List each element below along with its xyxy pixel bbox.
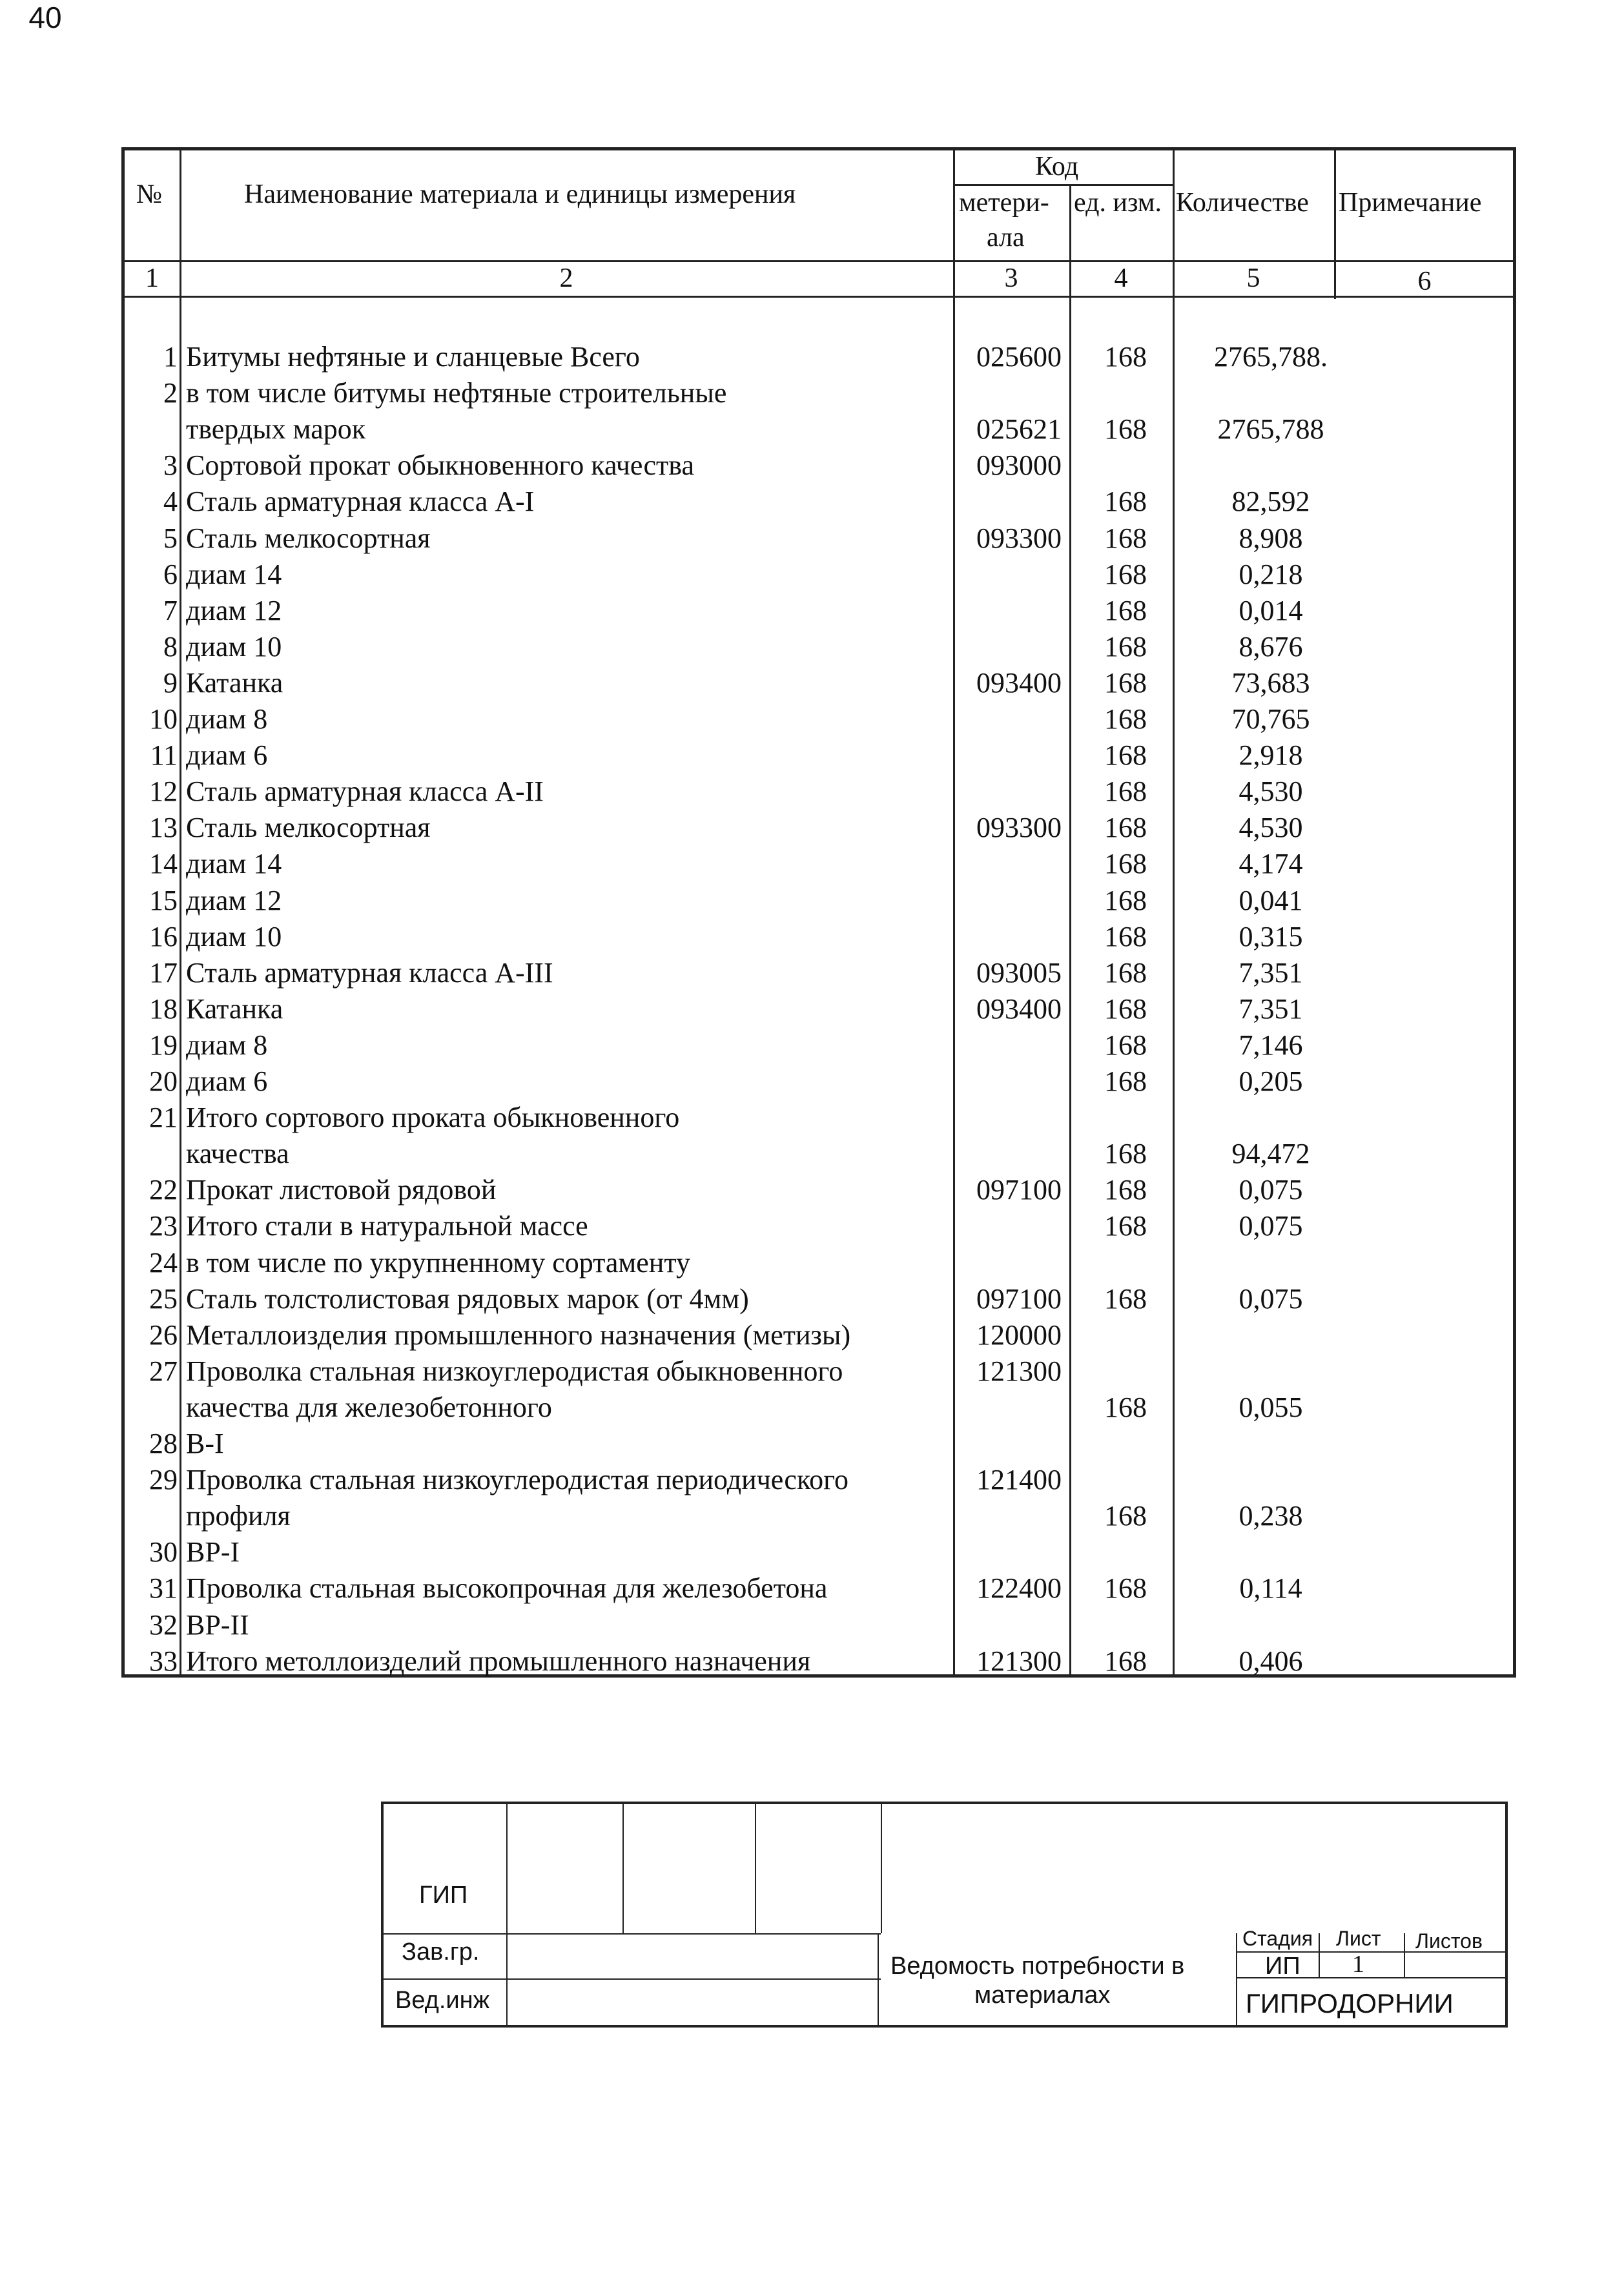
row-number: 19 bbox=[149, 1029, 178, 1061]
quantity: 7,351 bbox=[1239, 956, 1303, 989]
header-code-material-cont: ала bbox=[987, 223, 1025, 252]
material-code: 121300 bbox=[976, 1355, 1062, 1387]
table-row bbox=[125, 774, 1513, 810]
material-name: качества bbox=[186, 1138, 289, 1170]
row-number: 18 bbox=[149, 992, 178, 1025]
table-row bbox=[125, 1027, 1513, 1063]
row-number: 7 bbox=[163, 594, 178, 626]
stamp-divider bbox=[506, 1804, 508, 2025]
table-row bbox=[125, 484, 1513, 520]
row-number: 15 bbox=[149, 884, 178, 916]
quantity: 8,908 bbox=[1239, 522, 1303, 554]
material-name: диам 8 bbox=[186, 1029, 268, 1061]
stamp-stage-value: ИП bbox=[1265, 1953, 1300, 1980]
material-name: диам 14 bbox=[186, 848, 282, 880]
material-name: диам 6 bbox=[186, 739, 268, 772]
material-name: Битумы нефтяные и сланцевые Всего bbox=[186, 341, 640, 373]
material-name: Сталь арматурная класса А-II bbox=[186, 775, 544, 808]
material-code: 093005 bbox=[976, 956, 1062, 989]
row-number: 31 bbox=[149, 1572, 178, 1605]
quantity: 73,683 bbox=[1231, 666, 1310, 699]
material-name: Металлоизделия промышленного назначения (метизы) bbox=[186, 1319, 851, 1351]
material-name: Проволка стальная низкоуглеродистая периодического bbox=[186, 1464, 849, 1496]
material-name: диам 6 bbox=[186, 1065, 268, 1097]
unit-code: 168 bbox=[1104, 1065, 1147, 1097]
material-name: Итого метоллоизделий промышленного назначения bbox=[186, 1645, 811, 1677]
quantity: 8,676 bbox=[1239, 630, 1303, 662]
table-row bbox=[125, 1317, 1513, 1353]
table-row bbox=[125, 1534, 1513, 1570]
quantity: 0,205 bbox=[1239, 1065, 1303, 1097]
quantity: 0,041 bbox=[1239, 884, 1303, 916]
row-number: 8 bbox=[163, 630, 178, 662]
row-number: 32 bbox=[149, 1608, 178, 1641]
title-block bbox=[381, 1802, 1508, 2028]
material-name: Сталь арматурная класса А-I bbox=[186, 486, 535, 518]
row-number: 26 bbox=[149, 1319, 178, 1351]
material-name: в том числе по укрупненному сортаменту bbox=[186, 1246, 690, 1279]
material-code: 093400 bbox=[976, 666, 1062, 699]
stamp-divider bbox=[755, 1804, 756, 1933]
unit-code: 168 bbox=[1104, 413, 1147, 446]
table-row bbox=[125, 665, 1513, 701]
header-code-unit: ед. изм. bbox=[1074, 188, 1162, 218]
material-code: 122400 bbox=[976, 1572, 1062, 1605]
table-row bbox=[125, 701, 1513, 737]
quantity: 94,472 bbox=[1231, 1138, 1310, 1170]
material-name: диам 10 bbox=[186, 630, 282, 662]
row-number: 24 bbox=[149, 1246, 178, 1279]
table-row bbox=[125, 1136, 1513, 1172]
column-number: 3 bbox=[1004, 263, 1018, 293]
stamp-divider bbox=[1319, 1933, 1320, 1977]
material-name: диам 12 bbox=[186, 594, 282, 626]
header-code-material: метери- bbox=[959, 188, 1049, 218]
table-row bbox=[125, 1353, 1513, 1390]
unit-code: 168 bbox=[1104, 1645, 1147, 1677]
material-name: диам 12 bbox=[186, 884, 282, 916]
row-divider bbox=[125, 296, 1513, 298]
row-number: 1 bbox=[163, 341, 178, 373]
material-name: профиля bbox=[186, 1500, 291, 1532]
header-quantity: Количестве bbox=[1176, 188, 1309, 218]
unit-code: 168 bbox=[1104, 630, 1147, 662]
header-name: Наименование материала и единицы измерения bbox=[244, 180, 796, 209]
table-row bbox=[125, 593, 1513, 629]
row-number: 21 bbox=[149, 1102, 178, 1134]
quantity: 0,055 bbox=[1239, 1391, 1303, 1423]
quantity: 0,238 bbox=[1239, 1500, 1303, 1532]
row-number: 17 bbox=[149, 956, 178, 989]
table-row bbox=[125, 339, 1513, 375]
table-row bbox=[125, 955, 1513, 991]
table-row bbox=[125, 1063, 1513, 1100]
row-number: 5 bbox=[163, 522, 178, 554]
material-code: 025600 bbox=[976, 341, 1062, 373]
quantity: 4,530 bbox=[1239, 812, 1303, 844]
stamp-organization: ГИПРОДОРНИИ bbox=[1246, 1988, 1454, 2018]
stamp-sheet-value: 1 bbox=[1352, 1951, 1364, 1978]
material-code: 025621 bbox=[976, 413, 1062, 446]
material-code: 097100 bbox=[976, 1174, 1062, 1206]
table-row bbox=[125, 1643, 1513, 1679]
table-row bbox=[125, 991, 1513, 1027]
unit-code: 168 bbox=[1104, 1282, 1147, 1315]
quantity: 7,146 bbox=[1239, 1029, 1303, 1061]
material-name: Сталь толстолистовая рядовых марок (от 4мм) bbox=[186, 1282, 749, 1315]
material-name: диам 8 bbox=[186, 703, 268, 735]
table-row bbox=[125, 1172, 1513, 1208]
material-code: 093300 bbox=[976, 812, 1062, 844]
material-code: 121300 bbox=[976, 1645, 1062, 1677]
table-row bbox=[125, 520, 1513, 557]
unit-code: 168 bbox=[1104, 1391, 1147, 1423]
row-number: 12 bbox=[149, 775, 178, 808]
row-number: 29 bbox=[149, 1464, 178, 1496]
row-number: 11 bbox=[150, 739, 178, 772]
unit-code: 168 bbox=[1104, 884, 1147, 916]
unit-code: 168 bbox=[1104, 1174, 1147, 1206]
stamp-title-line2: материалах bbox=[974, 1982, 1111, 2009]
stamp-ved-inzh: Вед.инж bbox=[395, 1987, 490, 2014]
quantity: 0,075 bbox=[1239, 1174, 1303, 1206]
quantity: 7,351 bbox=[1239, 992, 1303, 1025]
header-note: Примечание bbox=[1339, 188, 1482, 218]
material-name: твердых марок bbox=[186, 413, 366, 446]
unit-code: 168 bbox=[1104, 1138, 1147, 1170]
unit-code: 168 bbox=[1104, 341, 1147, 373]
table-row bbox=[125, 1426, 1513, 1462]
unit-code: 168 bbox=[1104, 594, 1147, 626]
quantity: 4,530 bbox=[1239, 775, 1303, 808]
material-name: Сортовой прокат обыкновенного качества bbox=[186, 449, 694, 482]
row-divider bbox=[953, 184, 1173, 186]
row-number: 9 bbox=[163, 666, 178, 699]
row-number: 10 bbox=[149, 703, 178, 735]
material-name: Сталь арматурная класса А-III bbox=[186, 956, 553, 989]
stamp-gip: ГИП bbox=[419, 1882, 468, 1909]
unit-code: 168 bbox=[1104, 992, 1147, 1025]
material-code: 093300 bbox=[976, 522, 1062, 554]
quantity: 2765,788. bbox=[1214, 341, 1328, 373]
material-name: Итого стали в натуральной массе bbox=[186, 1210, 588, 1242]
material-code: 093000 bbox=[976, 449, 1062, 482]
header-code: Код bbox=[1035, 152, 1079, 181]
material-name: ВР-II bbox=[186, 1608, 249, 1641]
material-name: в том числе битумы нефтяные строительные bbox=[186, 377, 727, 409]
quantity: 4,174 bbox=[1239, 848, 1303, 880]
table-row bbox=[125, 1281, 1513, 1317]
stamp-sheet-label: Лист bbox=[1336, 1927, 1381, 1950]
stamp-divider bbox=[622, 1804, 624, 1933]
unit-code: 168 bbox=[1104, 558, 1147, 590]
material-code: 093400 bbox=[976, 992, 1062, 1025]
table-row bbox=[125, 1570, 1513, 1607]
table-row bbox=[125, 1498, 1513, 1534]
column-number: 6 bbox=[1417, 267, 1432, 296]
material-name: диам 14 bbox=[186, 558, 282, 590]
material-name: В-I bbox=[186, 1428, 224, 1459]
material-name: Проволка стальная низкоуглеродистая обыкновенного bbox=[186, 1355, 843, 1387]
unit-code: 168 bbox=[1104, 775, 1147, 808]
table-row bbox=[125, 883, 1513, 919]
row-number: 23 bbox=[149, 1210, 178, 1242]
row-number: 13 bbox=[149, 812, 178, 844]
unit-code: 168 bbox=[1104, 1029, 1147, 1061]
unit-code: 168 bbox=[1104, 1572, 1147, 1605]
material-name: Прокат листовой рядовой bbox=[186, 1174, 497, 1206]
unit-code: 168 bbox=[1104, 522, 1147, 554]
material-name: Сталь мелкосортная bbox=[186, 522, 431, 554]
quantity: 70,765 bbox=[1231, 703, 1310, 735]
column-number: 5 bbox=[1246, 263, 1260, 293]
row-number: 22 bbox=[149, 1174, 178, 1206]
page-number: 40 bbox=[28, 1, 62, 34]
table-row bbox=[125, 375, 1513, 411]
material-code: 097100 bbox=[976, 1282, 1062, 1315]
stamp-sheets-label: Листов bbox=[1415, 1929, 1483, 1953]
row-number: 14 bbox=[149, 848, 178, 880]
row-number: 27 bbox=[149, 1355, 178, 1387]
table-row bbox=[125, 1100, 1513, 1136]
unit-code: 168 bbox=[1104, 1210, 1147, 1242]
table-row bbox=[125, 1208, 1513, 1244]
row-divider bbox=[125, 260, 1513, 262]
stamp-title-line1: Ведомость потребности в bbox=[890, 1953, 1185, 1980]
stamp-divider bbox=[1404, 1933, 1405, 1977]
header-num: № bbox=[136, 180, 163, 209]
table-row bbox=[125, 1462, 1513, 1498]
unit-code: 168 bbox=[1104, 920, 1147, 952]
quantity: 0,075 bbox=[1239, 1282, 1303, 1315]
unit-code: 168 bbox=[1104, 486, 1147, 518]
row-number: 25 bbox=[149, 1282, 178, 1315]
quantity: 0,218 bbox=[1239, 558, 1303, 590]
row-number: 20 bbox=[149, 1065, 178, 1097]
table-row bbox=[125, 810, 1513, 846]
table-row bbox=[125, 629, 1513, 665]
unit-code: 168 bbox=[1104, 956, 1147, 989]
row-number: 33 bbox=[149, 1645, 178, 1677]
table-row bbox=[125, 447, 1513, 484]
material-name: Катанка bbox=[186, 992, 283, 1025]
row-number: 16 bbox=[149, 920, 178, 952]
material-code: 120000 bbox=[976, 1319, 1062, 1351]
column-number: 2 bbox=[559, 263, 573, 293]
quantity: 0,406 bbox=[1239, 1645, 1303, 1677]
table-row bbox=[125, 737, 1513, 774]
unit-code: 168 bbox=[1104, 848, 1147, 880]
stamp-divider bbox=[384, 1933, 881, 1935]
stamp-stage-label: Стадия bbox=[1242, 1927, 1313, 1950]
material-name: Сталь мелкосортная bbox=[186, 812, 431, 844]
table-row bbox=[125, 1607, 1513, 1643]
stamp-divider bbox=[881, 1804, 882, 1933]
stamp-divider bbox=[1236, 1933, 1237, 2025]
table-row bbox=[125, 1245, 1513, 1281]
material-name: качества для железобетонного bbox=[186, 1391, 552, 1423]
unit-code: 168 bbox=[1104, 1500, 1147, 1532]
unit-code: 168 bbox=[1104, 812, 1147, 844]
material-name: Катанка bbox=[186, 666, 283, 699]
unit-code: 168 bbox=[1104, 703, 1147, 735]
material-name: диам 10 bbox=[186, 920, 282, 952]
quantity: 0,014 bbox=[1239, 594, 1303, 626]
unit-code: 168 bbox=[1104, 666, 1147, 699]
column-number: 4 bbox=[1114, 263, 1128, 293]
table-row bbox=[125, 411, 1513, 447]
table-row bbox=[125, 919, 1513, 955]
material-name: Итого сортового проката обыкновенного bbox=[186, 1102, 680, 1134]
table-row bbox=[125, 846, 1513, 882]
row-number: 2 bbox=[163, 377, 178, 409]
row-number: 28 bbox=[149, 1428, 178, 1459]
material-name: Проволка стальная высокопрочная для железобетона bbox=[186, 1572, 828, 1605]
table-row bbox=[125, 1390, 1513, 1426]
table-row bbox=[125, 557, 1513, 593]
unit-code: 168 bbox=[1104, 739, 1147, 772]
stamp-zav-gr: Зав.гр. bbox=[402, 1938, 480, 1966]
quantity: 2765,788 bbox=[1217, 413, 1324, 446]
quantity: 0,315 bbox=[1239, 920, 1303, 952]
quantity: 2,918 bbox=[1239, 739, 1303, 772]
row-number: 6 bbox=[163, 558, 178, 590]
material-name: ВР-I bbox=[186, 1536, 240, 1568]
material-code: 121400 bbox=[976, 1464, 1062, 1496]
quantity: 0,075 bbox=[1239, 1210, 1303, 1242]
row-number: 30 bbox=[149, 1536, 178, 1568]
stamp-divider bbox=[384, 1978, 881, 1980]
quantity: 82,592 bbox=[1231, 486, 1310, 518]
row-number: 4 bbox=[163, 486, 178, 518]
row-number: 3 bbox=[163, 449, 178, 482]
quantity: 0,114 bbox=[1239, 1572, 1302, 1605]
materials-table bbox=[121, 147, 1516, 1678]
column-number: 1 bbox=[145, 263, 159, 293]
